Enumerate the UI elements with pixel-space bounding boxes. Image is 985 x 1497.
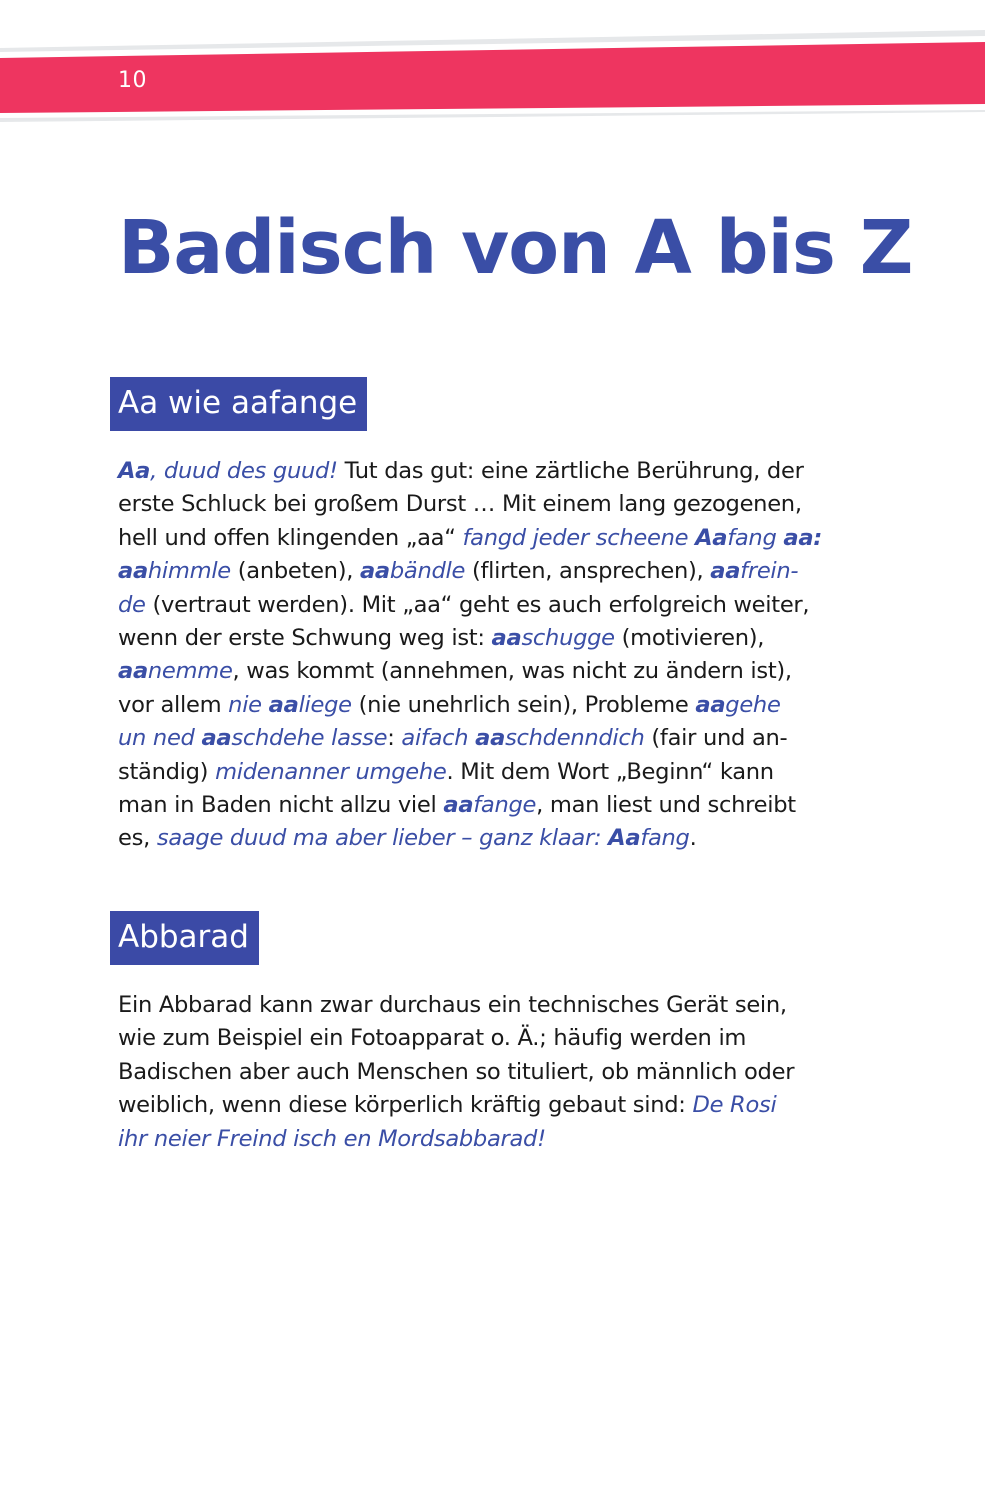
body-text: wie zum Beispiel ein Fotoapparat o. Ä.; häufig werden im bbox=[118, 1025, 747, 1052]
body-text: (motivieren), bbox=[614, 624, 765, 651]
dialect-text: nie bbox=[228, 691, 269, 718]
dialect-prefix: aa bbox=[695, 691, 726, 718]
body-text: man in Baden nicht allzu viel bbox=[118, 791, 444, 818]
dialect-prefix: aa bbox=[443, 791, 474, 818]
paragraph-line bbox=[118, 655, 878, 688]
paragraph-line bbox=[118, 689, 878, 722]
dialect-text: fang bbox=[727, 524, 784, 551]
dialect-prefix: aa bbox=[118, 658, 148, 685]
body-text: weiblich, wenn diese körperlich kräftig gebaut sind: bbox=[118, 1092, 693, 1119]
body-text: (flirten, ansprechen), bbox=[465, 558, 711, 585]
paragraph-line bbox=[118, 455, 878, 488]
dialect-text: ihr neier Freind isch en Mordsabbarad! bbox=[118, 1125, 546, 1152]
body-text: (anbeten), bbox=[230, 558, 360, 585]
dialect-text: himmle bbox=[147, 558, 231, 585]
paragraph-line bbox=[118, 756, 878, 789]
body-text: es, bbox=[118, 825, 157, 852]
dialect-prefix: aa bbox=[268, 691, 299, 718]
entry-body-aa-wie-aafange bbox=[118, 455, 878, 856]
paragraph-line bbox=[118, 989, 878, 1022]
dialect-prefix: aa: bbox=[783, 524, 823, 551]
paragraph-line bbox=[118, 1089, 878, 1122]
dialect-prefix: Aa bbox=[695, 524, 728, 551]
body-text: : bbox=[387, 725, 402, 752]
dialect-prefix: aa bbox=[359, 558, 390, 585]
dialect-text: frein- bbox=[740, 558, 799, 585]
body-text: wenn der erste Schwung weg ist: bbox=[118, 624, 492, 651]
dialect-text: bändle bbox=[389, 558, 466, 585]
body-text: vor allem bbox=[118, 691, 229, 718]
paragraph-line bbox=[118, 722, 878, 755]
body-text: ständig) bbox=[118, 758, 216, 785]
page-title: Badisch von A bis Z bbox=[118, 205, 913, 291]
dialect-text: fange bbox=[473, 791, 537, 818]
dialect-text: de bbox=[118, 591, 146, 618]
body-text: . Mit dem Wort „Beginn“ kann bbox=[446, 758, 774, 785]
body-text: hell und offen klingenden „aa“ bbox=[118, 524, 463, 551]
dialect-text: liege bbox=[298, 691, 352, 718]
dialect-text: saage duud ma aber lieber – ganz klaar: bbox=[156, 825, 609, 852]
body-text: , was kommt (annehmen, was nicht zu ändern ist), bbox=[232, 658, 792, 685]
body-text: Badischen aber auch Menschen so tituliert, ob männlich oder bbox=[118, 1058, 795, 1085]
dialect-text: midenanner umgehe bbox=[215, 758, 447, 785]
paragraph-line bbox=[118, 488, 878, 521]
paragraph-line bbox=[118, 822, 878, 855]
dialect-prefix: aa bbox=[201, 725, 232, 752]
entry-heading-abbarad: Abbarad bbox=[110, 911, 259, 965]
entry-heading-aa-wie-aafange: Aa wie aafange bbox=[110, 377, 367, 431]
body-text: Tut das gut: eine zärtliche Berührung, der bbox=[337, 458, 804, 484]
body-text: erste Schluck bei großem Durst … Mit einem lang gezogenen, bbox=[118, 491, 802, 518]
dialect-text: , duud des guud! bbox=[150, 458, 338, 484]
dialect-text: aifach bbox=[401, 725, 476, 752]
body-text: (vertraut werden). Mit „aa“ geht es auch erfolgreich weiter, bbox=[145, 591, 810, 618]
dialect-text: fangd jeder scheene bbox=[462, 524, 696, 551]
paragraph-line bbox=[118, 589, 878, 622]
dialect-text: fang bbox=[640, 825, 690, 852]
body-text: (nie unehrlich sein), Probleme bbox=[351, 691, 696, 718]
paragraph-line bbox=[118, 555, 878, 588]
dialect-prefix: aa bbox=[118, 558, 148, 585]
paragraph-line bbox=[118, 522, 878, 555]
page-number: 10 bbox=[118, 68, 147, 93]
dialect-text: un ned bbox=[118, 725, 202, 752]
dialect-text: schdenndich bbox=[505, 725, 645, 752]
dialect-text: schdehe lasse bbox=[231, 725, 388, 752]
paragraph-line bbox=[118, 1022, 878, 1055]
body-text: . bbox=[689, 825, 697, 852]
paragraph-line bbox=[118, 789, 878, 822]
dialect-prefix: aa bbox=[475, 725, 506, 752]
dialect-prefix: Aa bbox=[118, 458, 151, 484]
dialect-text: nemme bbox=[147, 658, 233, 685]
body-text: Ein Abbarad kann zwar durchaus ein technisches Gerät sein, bbox=[118, 992, 787, 1018]
dialect-text: gehe bbox=[725, 691, 781, 718]
dialect-text: De Rosi bbox=[692, 1092, 777, 1119]
dialect-text: schugge bbox=[521, 624, 615, 651]
paragraph-line bbox=[118, 1056, 878, 1089]
dialect-prefix: Aa bbox=[608, 825, 641, 852]
header-band bbox=[0, 0, 985, 130]
entry-body-abbarad bbox=[118, 989, 878, 1156]
paragraph-line bbox=[118, 1123, 878, 1156]
body-text: (fair und an- bbox=[644, 725, 788, 752]
paragraph-line bbox=[118, 622, 878, 655]
dialect-prefix: aa bbox=[710, 558, 741, 585]
dialect-prefix: aa bbox=[491, 624, 522, 651]
body-text: , man liest und schreibt bbox=[536, 791, 796, 818]
